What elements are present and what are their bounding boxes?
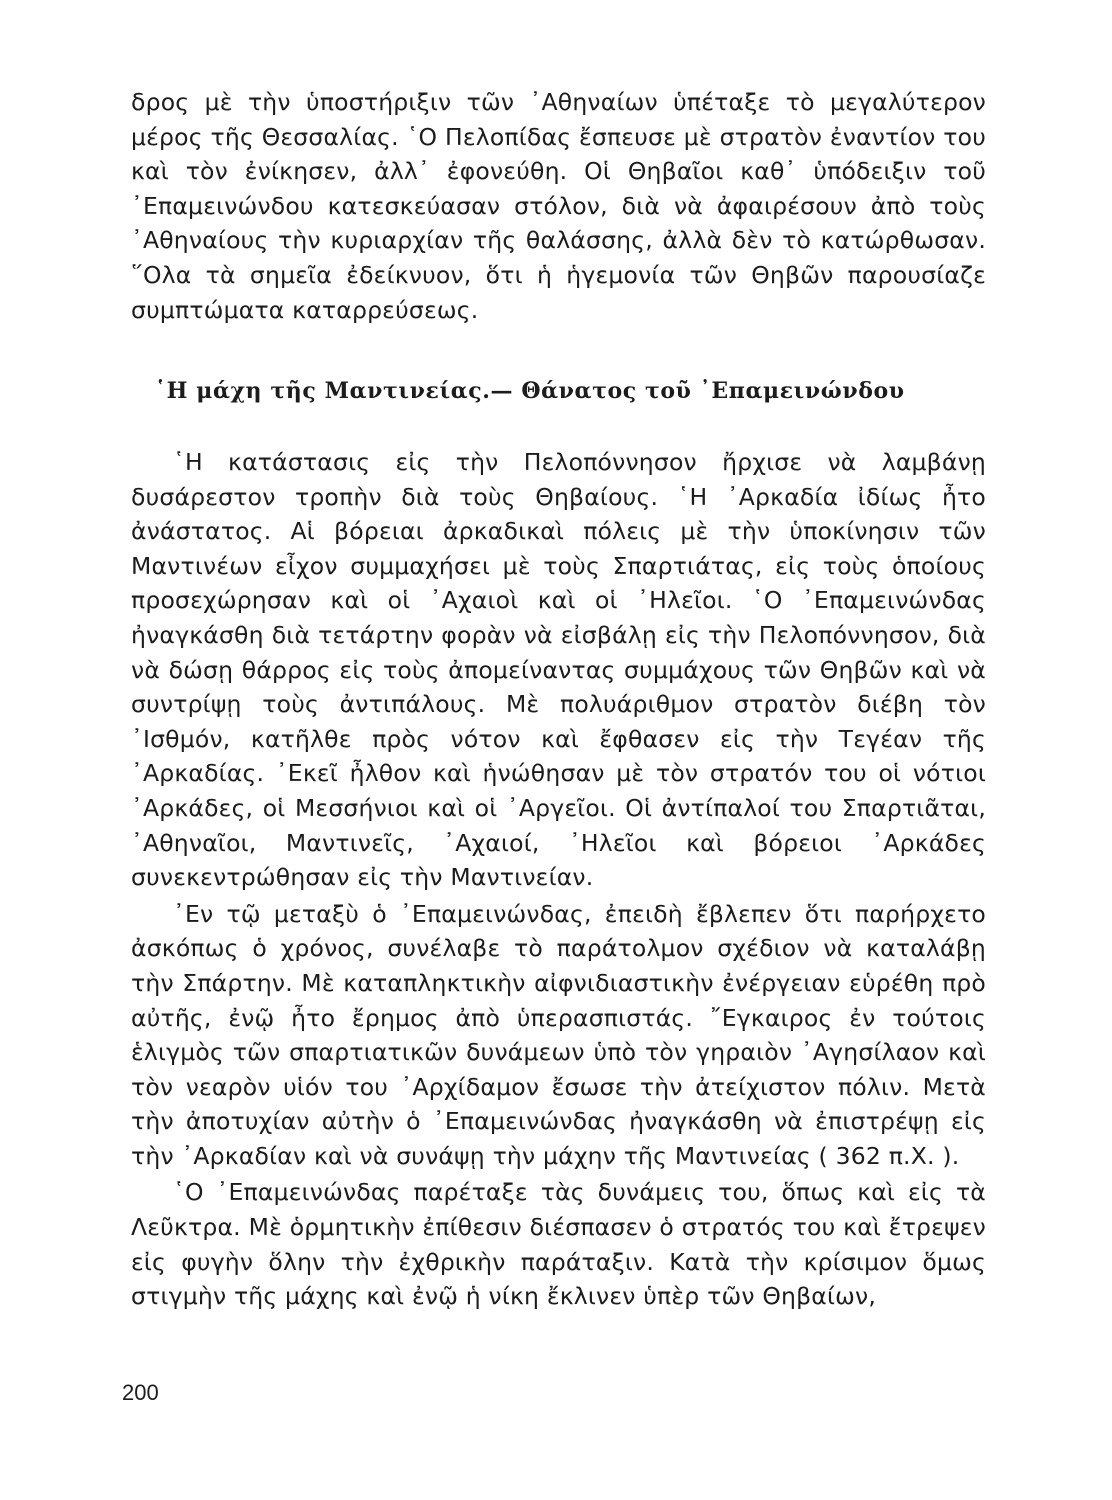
intro-paragraph: δρος μὲ τὴν ὑποστήριξιν τῶν ᾿Αθηναίων ὑπέταξε τὸ μεγαλύτερον μέρος τῆς Θεσσαλίας. ῾Ο Πελοπίδας ἔσπευσε μὲ στρατὸν ἐναντίον του καὶ τὸν ἐνίκησεν, ἀλλ᾿ ἐφονεύθη. Οἱ Θηβαῖοι καθ᾿ ὑπόδειξιν τοῦ ᾿Επαμεινώνδου κατεσκεύασαν στόλον, διὰ νὰ ἀφαιρέσουν ἀπὸ τοὺς ᾿Αθηναίους τὴν κυριαρχίαν τῆς θαλάσσης, ἀλλὰ δὲν τὸ κατώρθωσαν. ῞Ολα τὰ σημεῖα ἐδείκνυον, ὅτι ἡ ἡγεμονία τῶν Θηβῶν παρουσίαζε συμπτώματα καταρρεύσεως. — [131, 88, 986, 324]
paragraph-2: ᾿Εν τῷ μεταξὺ ὁ ᾿Επαμεινώνδας, ἐπειδὴ ἔβλεπεν ὅτι παρήρχετο ἀσκόπως ὁ χρόνος, συνέλαβε τὸ παράτολμον σχέδιον νὰ καταλάβῃ τὴν Σπάρτην. Μὲ καταπληκτικὴν αἰφνιδιαστικὴν ἐνέργειαν εὑρέθη πρὸ αὐτῆς, ἐνῷ ἦτο ἔρημος ἀπὸ ὑπερασπιστάς. ῎Εγκαιρος ἐν τούτοις ἑλιγμὸς τῶν σπαρτιατικῶν δυνάμεων ὑπὸ τὸν γηραιὸν ᾿Αγησίλαον καὶ τὸν νεαρὸν υἱόν του ᾿Αρχίδαμον ἔσωσε τὴν ἀτείχιστον πόλιν. Μετὰ τὴν ἀποτυχίαν αὐτὴν ὁ ᾿Επαμεινώνδας ἠναγκάσθη νὰ ἐπιστρέψῃ εἰς τὴν ᾿Αρκαδίαν καὶ νὰ συνάψῃ τὴν μάχην τῆς Μαντινείας ( 362 π.Χ. ). — [131, 899, 986, 1170]
paragraph-1: ῾Η κατάστασις εἰς τὴν Πελοπόννησον ἤρχισε νὰ λαμβάνῃ δυσάρεστον τροπὴν διὰ τοὺς Θηβαίους. ῾Η ᾿Αρκαδία ἰδίως ἦτο ἀνάστατος. Αἱ βόρειαι ἀρκαδικαὶ πόλεις μὲ τὴν ὑποκίνησιν τῶν Μαντινέων εἶχον συμμαχήσει μὲ τοὺς Σπαρτιάτας, εἰς τοὺς ὁποίους προσεχώρησαν καὶ οἱ ᾿Αχαιοὶ καὶ οἱ ᾿Ηλεῖοι. ῾Ο ᾿Επαμεινώνδας ἠναγκάσθη διὰ τετάρτην φορὰν νὰ εἰσβάλῃ εἰς τὴν Πελοπόννησον, διὰ νὰ δώσῃ θάρρος εἰς τοὺς ἀπομείναντας συμμάχους τῶν Θηβῶν καὶ νὰ συντρίψῃ τοὺς ἀντιπάλους. Μὲ πολυάριθμον στρατὸν διέβη τὸν ᾿Ισθμόν, κατῆλθε πρὸς νότον καὶ ἔφθασεν εἰς τὴν Τεγέαν τῆς ᾿Αρκαδίας. ᾿Εκεῖ ἦλθον καὶ ἡνώθησαν μὲ τὸν στρατόν του οἱ νότιοι ᾿Αρκάδες, οἱ Μεσσήνιοι καὶ οἱ ᾿Αργεῖοι. Οἱ ἀντίπαλοί του Σπαρτιᾶται, ᾿Αθηναῖοι, Μαντινεῖς, ᾿Αχαιοί, ᾿Ηλεῖοι καὶ βόρειοι ᾿Αρκάδες συνεκεντρώθησαν εἰς τὴν Μαντινείαν. — [131, 448, 986, 892]
paragraph-3: ῾Ο ᾿Επαμεινώνδας παρέταξε τὰς δυνάμεις του, ὅπως καὶ εἰς τὰ Λεῦκτρα. Μὲ ὁρμητικὴν ἐπίθεσιν διέσπασεν ὁ στρατός του καὶ ἔτρεψεν εἰς φυγὴν ὅλην τὴν ἐχθρικὴν παράταξιν. Κατὰ τὴν κρίσιμον ὅμως στιγμὴν τῆς μάχης καὶ ἐνῷ ἡ νίκη ἔκλινεν ὑπὲρ τῶν Θηβαίων, — [131, 1178, 986, 1311]
section-body — [131, 445, 986, 1314]
intro-text — [131, 85, 986, 327]
section-heading: ῾Η μάχη τῆς Μαντινείας.— Θάνατος τοῦ ᾿Επαμεινώνδου — [155, 378, 905, 404]
page-number: 200 — [122, 1380, 159, 1405]
